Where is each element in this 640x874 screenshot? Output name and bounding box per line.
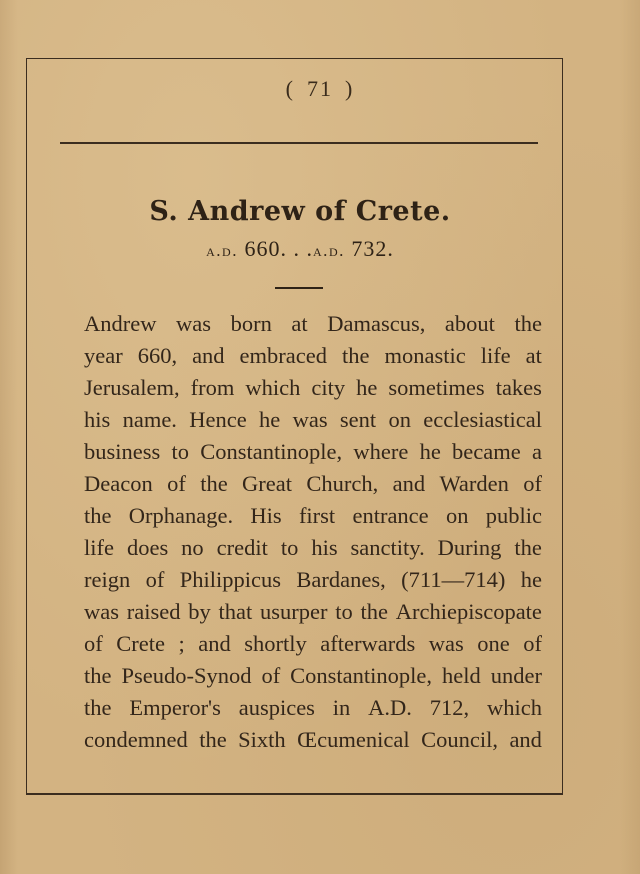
word: year — [84, 343, 123, 368]
word: public — [485, 503, 542, 528]
word: the — [514, 311, 542, 336]
word: 660, — [137, 343, 178, 368]
word: Great — [242, 471, 293, 496]
line-words — [84, 372, 542, 404]
word: auspices — [238, 695, 315, 720]
word: life — [84, 535, 114, 560]
word: the — [514, 535, 542, 560]
date-separator: . . . — [280, 236, 313, 261]
word: of — [84, 631, 103, 656]
word: and — [392, 471, 426, 496]
word: shortly — [244, 631, 307, 656]
word: to — [335, 599, 353, 624]
text-line — [84, 564, 542, 596]
word: to — [171, 439, 190, 464]
word: sanctity. — [350, 535, 425, 560]
word: of — [261, 663, 281, 688]
line-words — [84, 340, 542, 372]
word: Hence — [189, 407, 247, 432]
word: sent — [339, 407, 377, 432]
text-line — [84, 404, 542, 436]
line-words — [84, 500, 542, 532]
word: and — [198, 631, 231, 656]
word: life — [480, 343, 511, 368]
word: Constantinople, — [290, 663, 433, 688]
line-words — [84, 532, 542, 564]
text-line — [84, 372, 542, 404]
line-words — [84, 692, 542, 724]
word: city — [311, 375, 346, 400]
word: a — [531, 439, 542, 464]
word: of — [145, 567, 165, 592]
word: does — [126, 535, 169, 560]
start-era: a.d. — [206, 241, 238, 260]
end-punct: . — [387, 236, 394, 261]
word: one — [477, 631, 510, 656]
word: first — [298, 503, 336, 528]
word: he — [419, 439, 441, 464]
word: monastic — [384, 343, 466, 368]
word: (711—714) — [401, 567, 506, 592]
word: and — [509, 727, 542, 752]
word: about — [444, 311, 495, 336]
word: Orphanage. — [128, 503, 234, 528]
word: which — [486, 695, 542, 720]
word: condemned — [84, 727, 188, 752]
text-line — [84, 692, 542, 724]
line-words — [84, 724, 542, 756]
word: from — [190, 375, 235, 400]
page-number-value: 71 — [307, 76, 333, 101]
page-number — [0, 76, 640, 102]
title-rule — [275, 287, 323, 289]
word: Council, — [421, 727, 498, 752]
word: the — [360, 599, 388, 624]
word: he — [356, 375, 378, 400]
text-line — [84, 628, 542, 660]
text-line — [84, 500, 542, 532]
text-line — [84, 596, 542, 628]
word: no — [181, 535, 204, 560]
word: A.D. — [368, 695, 412, 720]
line-words — [84, 660, 542, 692]
text-line — [84, 660, 542, 692]
word: Emperor's — [129, 695, 221, 720]
word: the — [341, 343, 370, 368]
word: usurper — [259, 599, 328, 624]
word: 712, — [429, 695, 470, 720]
word: Warden — [439, 471, 509, 496]
word: in — [332, 695, 351, 720]
word: the — [200, 471, 228, 496]
word: by — [188, 599, 211, 624]
word: name. — [122, 407, 177, 432]
text-line — [84, 436, 542, 468]
text-line — [84, 340, 542, 372]
word: on — [445, 503, 469, 528]
word: Sixth — [238, 727, 286, 752]
word: ; — [178, 631, 185, 656]
word: was — [428, 631, 464, 656]
word: his — [84, 407, 111, 432]
line-words — [84, 564, 542, 596]
line-words — [84, 628, 542, 660]
chapter-title: S. Andrew of Crete. — [149, 196, 451, 227]
header-rule — [60, 142, 538, 144]
word: the — [84, 695, 112, 720]
body-paragraph — [84, 308, 542, 756]
word: takes — [495, 375, 542, 400]
word: of — [523, 631, 542, 656]
word: Constantinople, — [200, 439, 343, 464]
word: His — [250, 503, 282, 528]
word: at — [291, 311, 308, 336]
word: raised — [126, 599, 181, 624]
word: he — [259, 407, 281, 432]
end-year: 732 — [351, 236, 388, 261]
text-line — [84, 308, 542, 340]
line-words — [84, 308, 542, 340]
word: business — [84, 439, 161, 464]
start-year: 660 — [244, 236, 281, 261]
page-number-close-paren: ) — [345, 76, 355, 101]
chapter-dates — [0, 236, 600, 262]
word: his — [311, 535, 338, 560]
word: was — [176, 311, 212, 336]
word: Bardanes, — [296, 567, 386, 592]
word: Jerusalem, — [84, 375, 180, 400]
word: credit — [216, 535, 268, 560]
word: Philippicus — [179, 567, 282, 592]
word: the — [84, 663, 112, 688]
word: Deacon — [84, 471, 153, 496]
word: that — [218, 599, 253, 624]
text-line — [84, 532, 542, 564]
line-words — [84, 436, 542, 468]
text-line — [84, 468, 542, 500]
word: the — [84, 503, 112, 528]
word: of — [167, 471, 186, 496]
word: Church, — [306, 471, 379, 496]
word: the — [199, 727, 227, 752]
word: Damascus, — [327, 311, 426, 336]
word: reign — [84, 567, 131, 592]
word: at — [525, 343, 542, 368]
text-line — [84, 724, 542, 756]
word: under — [490, 663, 542, 688]
word: was — [84, 599, 119, 624]
word: held — [442, 663, 481, 688]
line-words — [84, 596, 542, 628]
word: afterwards — [320, 631, 416, 656]
word: born — [230, 311, 272, 336]
word: was — [292, 407, 328, 432]
word: Pseudo-Synod — [121, 663, 252, 688]
word: became — [452, 439, 521, 464]
word: he — [520, 567, 542, 592]
word: of — [523, 471, 542, 496]
word: which — [245, 375, 301, 400]
word: Crete — [116, 631, 165, 656]
word: embraced — [239, 343, 327, 368]
word: and — [192, 343, 225, 368]
page-number-open-paren: ( — [285, 76, 295, 101]
word: During — [437, 535, 502, 560]
word: entrance — [352, 503, 429, 528]
word: sometimes — [388, 375, 485, 400]
end-era: a.d. — [313, 241, 345, 260]
word: Œcumenical — [297, 727, 410, 752]
word: Archiepiscopate — [395, 599, 542, 624]
line-words — [84, 404, 542, 436]
word: to — [280, 535, 299, 560]
word: ecclesiastical — [423, 407, 542, 432]
line-words — [84, 468, 542, 500]
word: Andrew — [84, 311, 157, 336]
word: on — [388, 407, 411, 432]
word: where — [353, 439, 409, 464]
